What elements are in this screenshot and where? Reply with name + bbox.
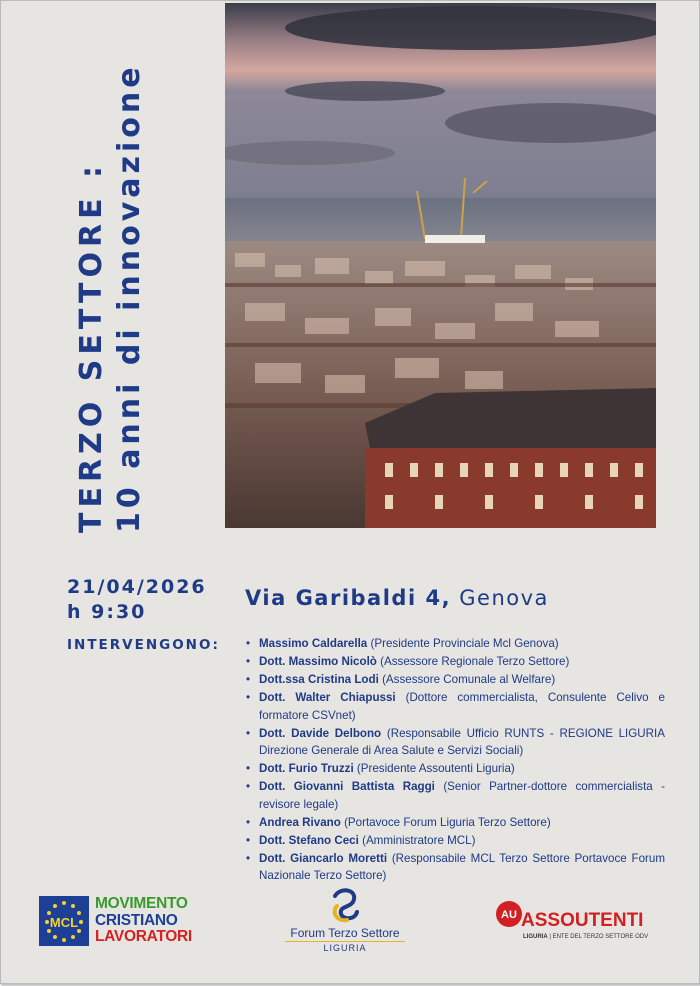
mcl-wordmark	[95, 896, 192, 946]
assoutenti-logo	[495, 898, 665, 948]
assoutenti-badge-text: AU	[501, 909, 517, 921]
speaker-role: (Senior Partner-dottore commercialista - revisore legale)	[259, 780, 666, 811]
speaker-item	[245, 653, 665, 671]
venue-city: Genova	[459, 586, 549, 610]
mcl-line-1: MOVIMENTO	[95, 895, 188, 912]
speaker-item	[245, 778, 665, 813]
assoutenti-sub	[523, 934, 648, 940]
event-time: h 9:30	[67, 601, 147, 623]
speaker-item	[245, 832, 665, 850]
title-line-2: 10 anni di innovazione	[112, 63, 147, 533]
event-date: 21/04/2026	[67, 576, 207, 598]
forum-region: LIGURIA	[323, 943, 367, 953]
event-venue	[245, 586, 549, 610]
speaker-role: (Dottore commercialista, Consulente Celivo e formatore CSVnet)	[259, 691, 665, 722]
speaker-role: (Assessore Comunale al Welfare)	[382, 673, 556, 686]
assoutenti-name: ASSOUTENTI	[521, 910, 644, 931]
speaker-item	[245, 635, 665, 653]
mcl-line-2: CRISTIANO	[95, 911, 178, 929]
speaker-role: (Responsabile Ufficio RUNTS - REGIONE LIGURIA Direzione Generale di Area Salute e Servizi Sociali)	[259, 726, 665, 757]
speaker-name: Dott.ssa Cristina Lodi	[259, 673, 379, 686]
assoutenti-sub-region: LIGURIA	[523, 934, 548, 940]
speaker-name: Dott. Stefano Ceci	[259, 833, 359, 847]
speaker-role: (Responsabile MCL Terzo Settore Portavoce Forum Nazionale Terzo Settore)	[259, 851, 665, 882]
speaker-name: Dott. Furio Truzzi	[259, 762, 354, 775]
speaker-name: Dott. Giancarlo Moretti	[259, 851, 388, 865]
speaker-role: (Assessore Regionale Terzo Settore)	[380, 655, 570, 668]
mcl-line-3: LAVORATORI	[95, 928, 192, 945]
venue-street: Via Garibaldi 4,	[245, 586, 452, 610]
speaker-item	[245, 814, 665, 832]
event-date-time	[67, 575, 207, 625]
speakers-label: INTERVENGONO:	[67, 637, 220, 653]
speaker-item	[245, 689, 665, 724]
speaker-name: Dott. Walter Chiapussi	[259, 691, 396, 704]
speaker-item	[245, 671, 665, 689]
speaker-role: (Portavoce Forum Liguria Terzo Settore)	[344, 815, 551, 829]
speaker-role: (Amministratore MCL)	[362, 833, 476, 847]
genova-city-photo	[225, 3, 656, 528]
speaker-name: Dott. Davide Delbono	[259, 726, 382, 740]
speaker-role: (Presidente Provinciale Mcl Genova)	[370, 637, 559, 650]
speaker-item	[245, 760, 665, 778]
speaker-name: Dott. Giovanni Battista Raggi	[259, 780, 435, 793]
speaker-role: (Presidente Assoutenti Liguria)	[356, 762, 515, 775]
speakers-list	[245, 635, 665, 885]
speaker-name: Dott. Massimo Nicolò	[259, 655, 377, 668]
mcl-badge-text: MCL	[49, 915, 79, 930]
speaker-name: Andrea Rivano	[259, 815, 341, 829]
forum-divider	[285, 941, 405, 942]
title-line-1: TERZO SETTORE :	[74, 160, 109, 533]
forum-logo	[279, 886, 411, 956]
forum-swirl-icon	[327, 886, 363, 924]
forum-name: Forum Terzo Settore	[290, 926, 400, 940]
assoutenti-badge-icon	[495, 900, 523, 928]
speaker-item	[245, 850, 665, 885]
speaker-item	[245, 725, 665, 760]
speaker-name: Massimo Caldarella	[259, 637, 368, 650]
assoutenti-sub-rest: | ENTE DEL TERZO SETTORE ODV	[547, 934, 649, 940]
mcl-flag-icon	[39, 896, 89, 946]
mcl-logo	[39, 896, 209, 948]
vertical-title	[73, 13, 149, 533]
